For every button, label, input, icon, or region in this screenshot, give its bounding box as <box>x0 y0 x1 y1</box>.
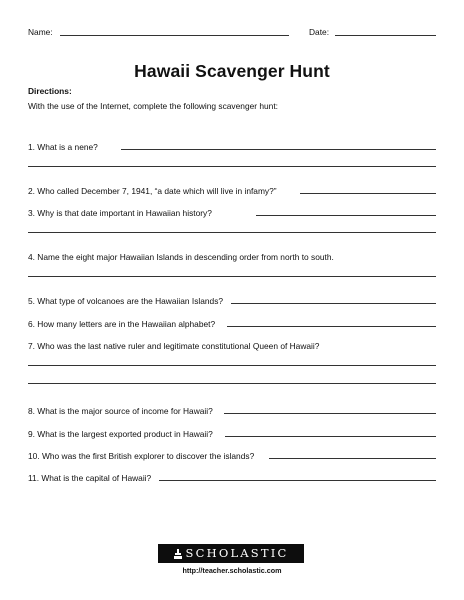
answer-line-4[interactable] <box>28 276 436 277</box>
question-7: 7. Who was the last native ruler and legitimate constitutional Queen of Hawaii? <box>28 341 320 351</box>
answer-line-8[interactable] <box>224 413 436 414</box>
answer-line-11[interactable] <box>159 480 436 481</box>
question-11: 11. What is the capital of Hawaii? <box>28 473 152 483</box>
scholastic-logo <box>158 544 304 563</box>
question-8: 8. What is the major source of income for Hawaii? <box>28 406 213 416</box>
answer-line-3b[interactable] <box>28 232 436 233</box>
footer-url[interactable]: http://teacher.scholastic.com <box>182 566 282 575</box>
question-9: 9. What is the largest exported product in Hawaii? <box>28 429 213 439</box>
question-5: 5. What type of volcanoes are the Hawaiian Islands? <box>28 296 224 306</box>
answer-line-1b[interactable] <box>28 166 436 167</box>
answer-line-5[interactable] <box>231 303 436 304</box>
question-3: 3. Why is that date important in Hawaiian history? <box>28 208 212 218</box>
logo-text: SCHOLASTIC <box>185 546 289 560</box>
question-1: 1. What is a nene? <box>28 142 98 152</box>
date-field[interactable] <box>335 35 436 36</box>
answer-line-3a[interactable] <box>256 215 436 216</box>
answer-line-6[interactable] <box>227 326 436 327</box>
directions-text: With the use of the Internet, complete the following scavenger hunt: <box>28 101 278 111</box>
date-label: Date: <box>309 27 330 37</box>
answer-line-10[interactable] <box>269 458 436 459</box>
scholastic-lamp-icon <box>174 549 182 559</box>
answer-line-7b[interactable] <box>28 383 436 384</box>
name-field[interactable] <box>60 35 289 36</box>
question-2: 2. Who called December 7, 1941, “a date which will live in infamy?” <box>28 186 277 196</box>
page-title: Hawaii Scavenger Hunt <box>134 61 330 81</box>
name-label: Name: <box>28 27 53 37</box>
question-10: 10. Who was the first British explorer to discover the islands? <box>28 451 255 461</box>
answer-line-2[interactable] <box>300 193 436 194</box>
answer-line-9[interactable] <box>225 436 436 437</box>
answer-line-7a[interactable] <box>28 365 436 366</box>
question-6: 6. How many letters are in the Hawaiian alphabet? <box>28 319 216 329</box>
directions-heading: Directions: <box>28 86 72 96</box>
question-4: 4. Name the eight major Hawaiian Islands in descending order from north to south. <box>28 252 334 262</box>
answer-line-1a[interactable] <box>121 149 436 150</box>
